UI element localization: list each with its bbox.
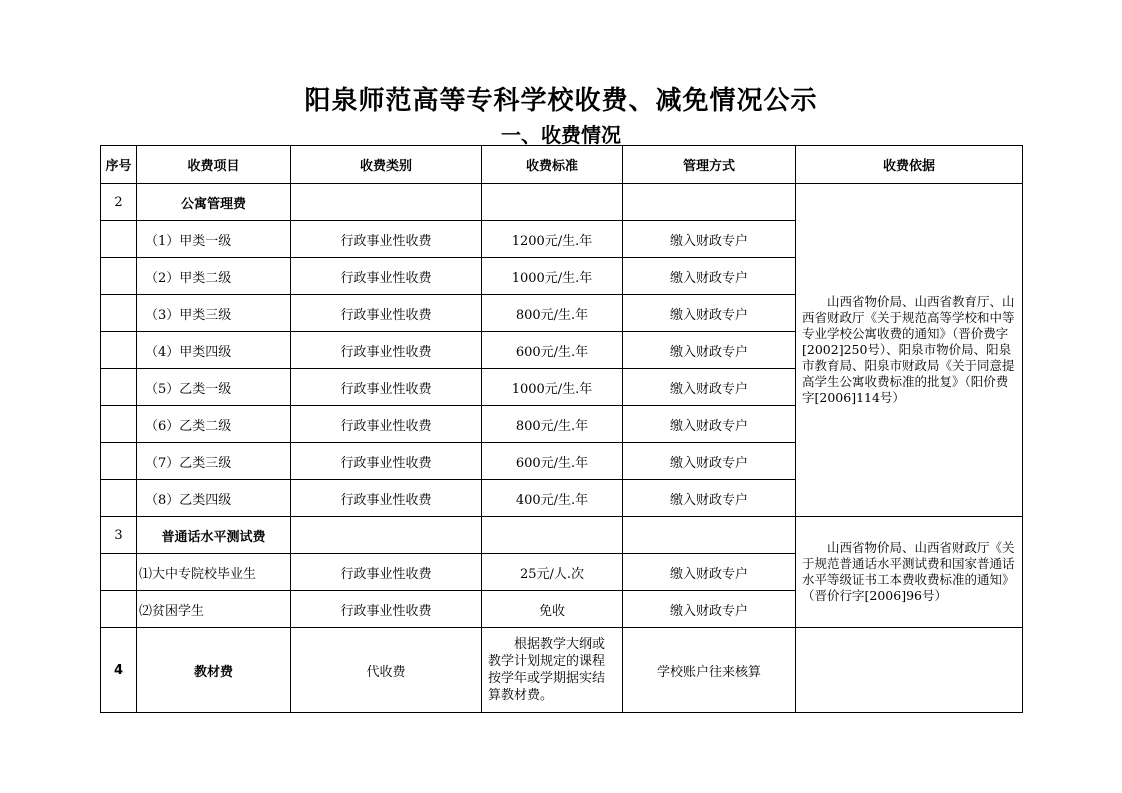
- row-no: [101, 443, 137, 480]
- row-standard: 600元/生.年: [482, 443, 623, 480]
- row-category: 行政事业性收费: [291, 332, 482, 369]
- row-category: 行政事业性收费: [291, 443, 482, 480]
- header-category: 收费类别: [291, 146, 482, 184]
- table-row: [101, 184, 1023, 221]
- row-no: 2: [101, 184, 137, 221]
- header-standard: 收费标准: [482, 146, 623, 184]
- row-standard: 400元/生.年: [482, 480, 623, 517]
- table-row: [101, 517, 1023, 554]
- row-management: 缴入财政专户: [623, 369, 796, 406]
- row-no: [101, 221, 137, 258]
- row-item: （7）乙类三级: [137, 443, 291, 480]
- row-no: [101, 591, 137, 628]
- row-category: 代收费: [291, 628, 482, 713]
- section-subtitle: 一、收费情况: [501, 123, 621, 147]
- row-category: 行政事业性收费: [291, 258, 482, 295]
- row-no: 3: [101, 517, 137, 554]
- row-item: 公寓管理费: [137, 184, 291, 221]
- row-basis: 山西省物价局、山西省教育厅、山西省财政厅《关于规范高等学校和中等专业学校公寓收费的通知》（晋价费字[2002]250号）、阳泉市物价局、阳泉市教育局、阳泉市财政局《关于同意提高学生公寓收费标准的批复》（阳价费字[2006]114号）: [796, 184, 1023, 517]
- row-item: （4）甲类四级: [137, 332, 291, 369]
- row-standard: 600元/生.年: [482, 332, 623, 369]
- row-no: 4: [101, 628, 137, 713]
- row-management: 缴入财政专户: [623, 554, 796, 591]
- row-standard: [482, 517, 623, 554]
- row-category: 行政事业性收费: [291, 480, 482, 517]
- header-item: 收费项目: [137, 146, 291, 184]
- page-title: 阳泉师范高等专科学校收费、减免情况公示: [304, 86, 818, 116]
- row-item: ⑵贫困学生: [137, 591, 291, 628]
- row-item: 教材费: [137, 628, 291, 713]
- row-standard: [482, 184, 623, 221]
- row-category: 行政事业性收费: [291, 591, 482, 628]
- row-standard: 1200元/生.年: [482, 221, 623, 258]
- row-standard: 根据教学大纲或教学计划规定的课程按学年或学期据实结算教材费。: [482, 628, 623, 713]
- row-standard: 1000元/生.年: [482, 258, 623, 295]
- row-no: [101, 258, 137, 295]
- fee-table: [100, 145, 1023, 713]
- row-item: （5）乙类一级: [137, 369, 291, 406]
- header-management: 管理方式: [623, 146, 796, 184]
- row-standard: 1000元/生.年: [482, 369, 623, 406]
- row-standard: 免收: [482, 591, 623, 628]
- row-category: 行政事业性收费: [291, 369, 482, 406]
- row-category: 行政事业性收费: [291, 295, 482, 332]
- row-management: 缴入财政专户: [623, 332, 796, 369]
- row-basis: [796, 628, 1023, 713]
- row-standard: 800元/生.年: [482, 295, 623, 332]
- row-management: [623, 184, 796, 221]
- row-category: [291, 517, 482, 554]
- row-item: （1）甲类一级: [137, 221, 291, 258]
- row-no: [101, 369, 137, 406]
- row-item: （2）甲类二级: [137, 258, 291, 295]
- row-item: （8）乙类四级: [137, 480, 291, 517]
- header-no: 序号: [101, 146, 137, 184]
- row-management: 缴入财政专户: [623, 591, 796, 628]
- row-standard: 25元/人.次: [482, 554, 623, 591]
- row-item: （6）乙类二级: [137, 406, 291, 443]
- row-no: [101, 295, 137, 332]
- row-management: 缴入财政专户: [623, 443, 796, 480]
- row-item: （3）甲类三级: [137, 295, 291, 332]
- row-management: 缴入财政专户: [623, 480, 796, 517]
- table-header-row: [101, 146, 1023, 184]
- row-no: [101, 332, 137, 369]
- row-item: ⑴大中专院校毕业生: [137, 554, 291, 591]
- row-category: 行政事业性收费: [291, 221, 482, 258]
- row-no: [101, 480, 137, 517]
- row-category: 行政事业性收费: [291, 406, 482, 443]
- row-management: [623, 517, 796, 554]
- row-category: [291, 184, 482, 221]
- row-category: 行政事业性收费: [291, 554, 482, 591]
- row-management: 缴入财政专户: [623, 258, 796, 295]
- row-basis: 山西省物价局、山西省财政厅《关于规范普通话水平测试费和国家普通话水平等级证书工本费收费标准的通知》（晋价行字[2006]96号）: [796, 517, 1023, 628]
- header-basis: 收费依据: [796, 146, 1023, 184]
- row-management: 学校账户往来核算: [623, 628, 796, 713]
- row-item: 普通话水平测试费: [137, 517, 291, 554]
- row-management: 缴入财政专户: [623, 295, 796, 332]
- row-management: 缴入财政专户: [623, 221, 796, 258]
- row-management: 缴入财政专户: [623, 406, 796, 443]
- table-row: [101, 628, 1023, 713]
- row-standard: 800元/生.年: [482, 406, 623, 443]
- row-no: [101, 406, 137, 443]
- row-no: [101, 554, 137, 591]
